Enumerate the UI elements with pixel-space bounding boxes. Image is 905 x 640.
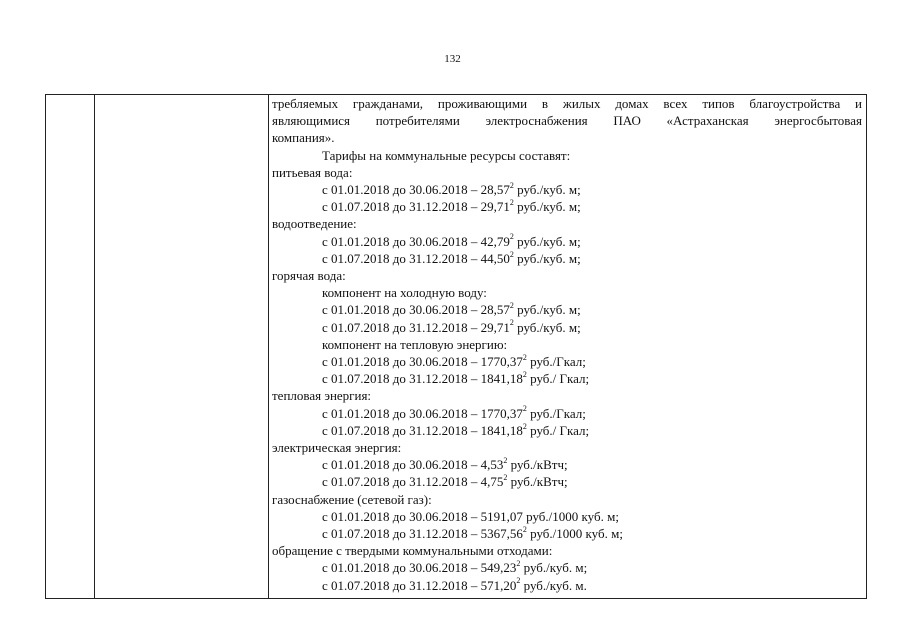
- tariff-row: с 01.01.2018 до 30.06.2018 – 1770,37$^2$ руб./Гкал;: [322, 404, 586, 421]
- section-label-hot-water: горячая вода:: [272, 268, 346, 284]
- section-label-heat-energy: тепловая энергия:: [272, 388, 372, 404]
- table-column-divider-2: [268, 95, 269, 598]
- table-content-cell: [272, 95, 862, 594]
- section-label-gas: газоснабжение (сетевой газ):: [272, 491, 432, 507]
- tariff-row: с 01.07.2018 до 31.12.2018 – 571,20$^2$ руб./куб. м.: [322, 576, 587, 593]
- tariff-row: с 01.07.2018 до 31.12.2018 – 29,71$^2$ руб./куб. м;: [322, 197, 581, 215]
- tariff-row: с 01.01.2018 до 30.06.2018 – 5191,07 руб./1000 куб. м;: [322, 508, 619, 524]
- section-label-waste: обращение с твердыми коммунальными отходами:: [272, 543, 553, 559]
- intro-line-1: требляемых гражданами, проживающими в жилых домах всех типов благоустройства и: [272, 96, 862, 111]
- subsection-heat-component: компонент на тепловую энергию:: [322, 336, 508, 352]
- tariff-row: с 01.01.2018 до 30.06.2018 – 4,53$^2$ руб./кВтч;: [322, 455, 568, 473]
- tariff-row: с 01.07.2018 до 31.12.2018 – 4,75$^2$ руб./кВтч;: [322, 473, 568, 490]
- tariff-row: с 01.01.2018 до 30.06.2018 – 549,23$^2$ руб./куб. м;: [322, 559, 588, 576]
- tariff-row: с 01.07.2018 до 31.12.2018 – 29,71$^2$ руб./куб. м;: [322, 318, 581, 335]
- tariff-row: с 01.07.2018 до 31.12.2018 – 1841,18$^2$ руб./ Гкал;: [322, 421, 590, 438]
- tariff-row: с 01.01.2018 до 30.06.2018 – 28,57$^2$ руб./куб. м;: [322, 301, 581, 318]
- document-table: [45, 94, 867, 599]
- intro-line-2: являющимися потребителями электроснабжения ПАО «Астраханская энергосбытовая: [272, 113, 862, 129]
- intro-line-3: компания».: [272, 130, 335, 146]
- tariff-row: с 01.01.2018 до 30.06.2018 – 28,57$^2$ руб./куб. м;: [322, 180, 581, 198]
- table-column-divider-1: [94, 95, 95, 598]
- section-label-drinking-water: питьевая вода:: [272, 164, 353, 180]
- subsection-cold-component: компонент на холодную воду:: [322, 285, 487, 301]
- tariff-row: с 01.07.2018 до 31.12.2018 – 1841,18$^2$ руб./ Гкал;: [322, 369, 590, 387]
- page-number: 132: [444, 53, 461, 65]
- tariff-row: с 01.01.2018 до 30.06.2018 – 42,79$^2$ руб./куб. м;: [322, 232, 581, 249]
- tariff-row: с 01.07.2018 до 31.12.2018 – 44,50$^2$ руб./куб. м;: [322, 249, 581, 266]
- section-label-sewerage: водоотведение:: [272, 216, 357, 232]
- tariff-row: с 01.01.2018 до 30.06.2018 – 1770,37$^2$ руб./Гкал;: [322, 352, 586, 370]
- tariff-row: с 01.07.2018 до 31.12.2018 – 5367,56$^2$ руб./1000 куб. м;: [322, 524, 623, 542]
- section-label-electricity: электрическая энергия:: [272, 440, 402, 456]
- tariffs-heading: Тарифы на коммунальные ресурсы составят:: [322, 147, 571, 163]
